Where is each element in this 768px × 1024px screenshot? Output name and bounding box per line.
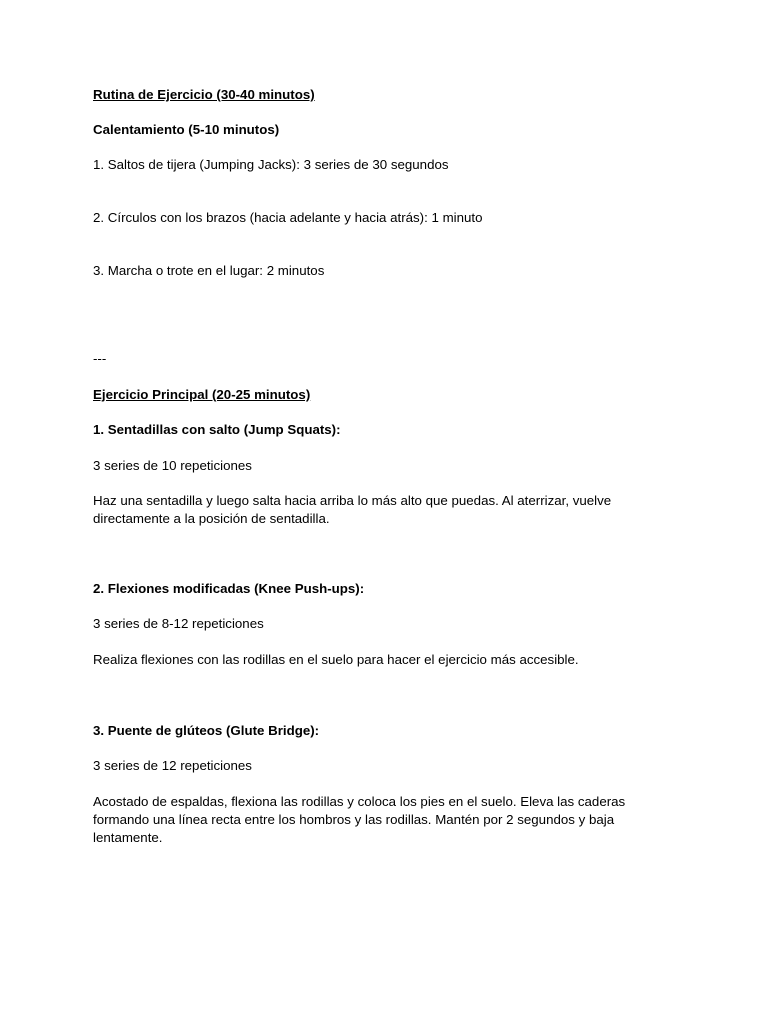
warmup-item: 3. Marcha o trote en el lugar: 2 minutos xyxy=(93,263,325,278)
exercise-name: 2. Flexiones modificadas (Knee Push-ups): xyxy=(93,581,365,596)
exercise-sets: 3 series de 8-12 repeticiones xyxy=(93,616,264,631)
warmup-item: 1. Saltos de tijera (Jumping Jacks): 3 series de 30 segundos xyxy=(93,157,449,172)
document-title: Rutina de Ejercicio (30-40 minutos) xyxy=(93,87,315,102)
exercise-description: Acostado de espaldas, flexiona las rodillas y coloca los pies en el suelo. Eleva las caderas formando una línea recta entre los hombros y las rodillas. Mantén por 2 segundos y baja lentamente. xyxy=(93,794,626,845)
exercise-name: 1. Sentadillas con salto (Jump Squats): xyxy=(93,422,341,437)
exercise-description: Haz una sentadilla y luego salta hacia arriba lo más alto que puedas. Al aterrizar, vuelve directamente a la posición de sentadilla. xyxy=(93,493,612,526)
exercise-description: Realiza flexiones con las rodillas en el suelo para hacer el ejercicio más accesible. xyxy=(93,652,579,667)
main-heading: Ejercicio Principal (20-25 minutos) xyxy=(93,387,311,402)
exercise-name: 3. Puente de glúteos (Glute Bridge): xyxy=(93,723,320,738)
warmup-item: 2. Círculos con los brazos (hacia adelante y hacia atrás): 1 minuto xyxy=(93,210,483,225)
warmup-heading: Calentamiento (5-10 minutos) xyxy=(93,122,280,137)
exercise-sets: 3 series de 12 repeticiones xyxy=(93,758,252,773)
section-separator: --- xyxy=(93,351,107,366)
exercise-sets: 3 series de 10 repeticiones xyxy=(93,458,252,473)
